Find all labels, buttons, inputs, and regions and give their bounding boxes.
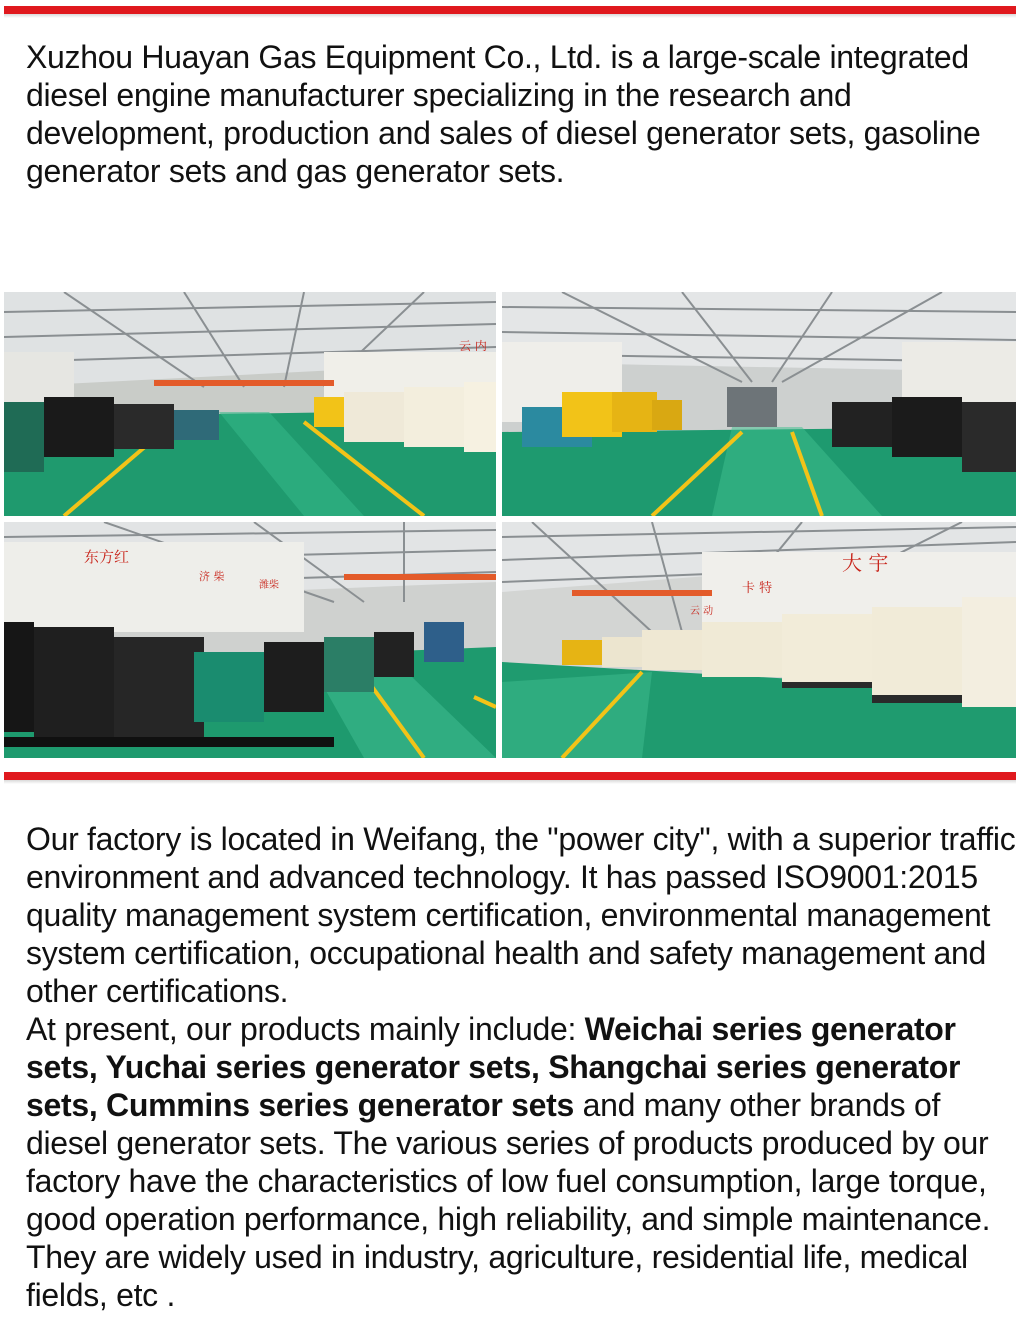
photo-4-sign-3: 大 宇 (842, 551, 889, 575)
factory-photo-4 (502, 522, 1016, 758)
factory-photo-2 (502, 292, 1016, 516)
photo-1-sign: 云 内 (459, 339, 487, 353)
intro-text: Xuzhou Huayan Gas Equipment Co., Ltd. is a large-scale integrated diesel engine manufacturer specializing in the research and development, production and sales of diesel generator sets, gasoline generator sets and gas generator sets. (26, 39, 981, 189)
factory-paragraph-2 (26, 1010, 1016, 1314)
photo-3-sign-2: 济 柴 (199, 570, 225, 583)
intro-paragraph (26, 38, 1016, 190)
photo-4-sign-2: 卡 特 (742, 581, 773, 596)
factory-paragraph-1: Our factory is located in Weifang, the "power city", with a superior traffic environment and advanced technology. It has passed ISO9001:2015 quality management system certification, environmental management system certification, occupational health and safety management and other certifications. (26, 821, 1016, 1009)
factory-photo-3 (4, 522, 496, 758)
photo-4-sign-1: 云 动 (690, 606, 714, 617)
products-brand-list: Weichai series generator sets, Yuchai series generator sets, Shangchai series generator sets, Cummins series generator sets (26, 1011, 961, 1123)
factory-photo-gallery (4, 292, 1016, 758)
products-lead-text: At present, our products mainly include: (26, 1011, 585, 1047)
middle-red-divider (4, 772, 1016, 780)
top-red-divider (4, 6, 1016, 14)
factory-description (26, 820, 1016, 1314)
products-tail-text: and many other brands of diesel generator sets. The various series of products produced by our factory have the characteristics of low fuel consumption, large torque, good operation performance, high reliability, and simple maintenance. They are widely used in industry, agriculture, residential life, medical fields, etc . (26, 1087, 991, 1313)
factory-photo-1 (4, 292, 496, 516)
photo-3-sign-3: 潍柴 (259, 580, 279, 591)
photo-3-sign-1: 东方红 (84, 548, 130, 566)
